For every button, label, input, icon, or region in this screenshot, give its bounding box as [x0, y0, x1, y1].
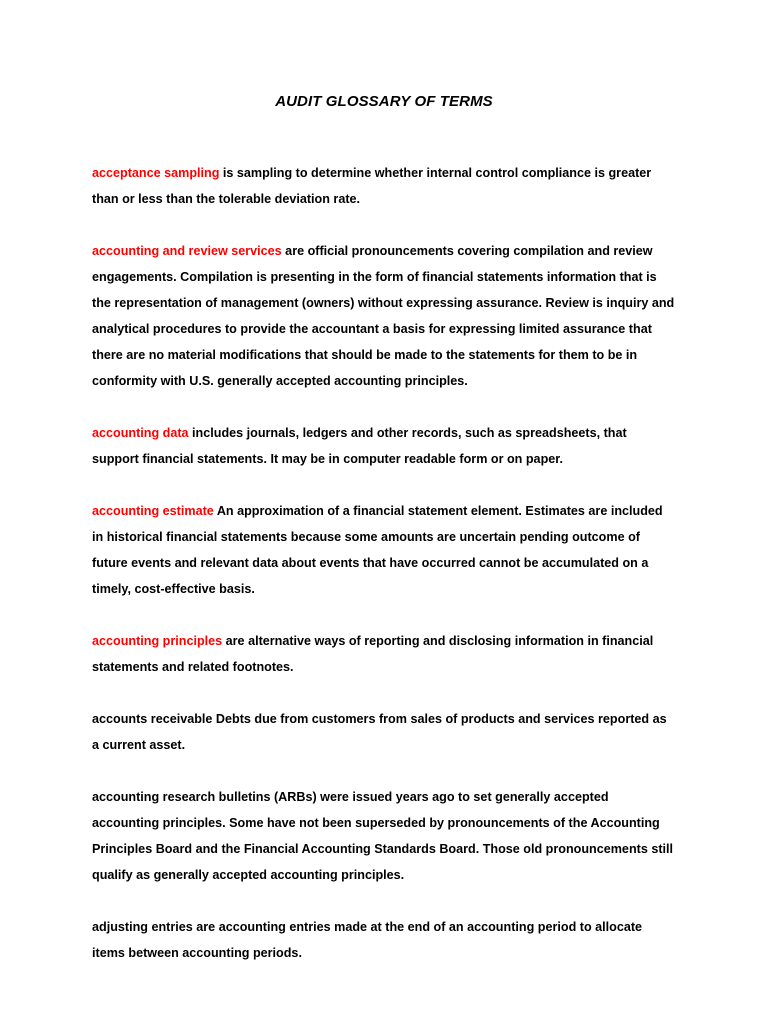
- glossary-entry: [92, 706, 676, 758]
- glossary-entry: [92, 784, 676, 888]
- glossary-term: accounting data: [92, 426, 189, 440]
- glossary-term: accounting and review services: [92, 244, 282, 258]
- glossary-term: accounts receivable: [92, 712, 213, 726]
- glossary-term: accounting research bulletins: [92, 790, 271, 804]
- glossary-definition: includes journals, ledgers and other records, such as spreadsheets, that support financial statements. It may be in computer readable form or on paper.: [92, 426, 627, 466]
- glossary-definition: Debts due from customers from sales of products and services reported as a current asset.: [92, 712, 667, 752]
- glossary-term: accounting estimate: [92, 504, 214, 518]
- glossary-definition: is sampling to determine whether internal control compliance is greater than or less than the tolerable deviation rate.: [92, 166, 652, 206]
- glossary-term: acceptance sampling: [92, 166, 220, 180]
- glossary-entry: [92, 498, 676, 602]
- glossary-definition: are official pronouncements covering compilation and review engagements. Compilation is presenting in the form of financial statements information that is the representation of management (owners) without expressing assurance. Review is inquiry and analytical procedures to provide the accountant a basis for expressing limited assurance that there are no material modifications that should be made to the statements for them to be in conformity with U.S. generally accepted accounting principles.: [92, 244, 675, 388]
- glossary-term: adjusting entries: [92, 920, 193, 934]
- page-title: AUDIT GLOSSARY OF TERMS: [275, 93, 493, 110]
- glossary-entry: [92, 628, 676, 680]
- glossary-definition: are accounting entries made at the end of an accounting period to allocate items between accounting periods.: [92, 920, 643, 960]
- glossary-entry: [92, 914, 676, 966]
- glossary-term: accounting principles: [92, 634, 223, 648]
- glossary-entry: [92, 238, 676, 394]
- glossary-definition: are alternative ways of reporting and disclosing information in financial statements and related footnotes.: [92, 634, 654, 674]
- glossary-definition: An approximation of a financial statement element. Estimates are included in historical financial statements because some amounts are uncertain pending outcome of future events and relevant data about events that have occurred cannot be accumulated on a timely, cost-effective basis.: [92, 504, 663, 596]
- glossary-entry: [92, 420, 676, 472]
- glossary-entry: [92, 160, 676, 212]
- glossary-definition: (ARBs) were issued years ago to set generally accepted accounting principles. Some have not been superseded by pronouncements of the Accounting Principles Board and the Financial Accounting Standards Board. Those old pronouncements still qualify as generally accepted accounting principles.: [92, 790, 674, 882]
